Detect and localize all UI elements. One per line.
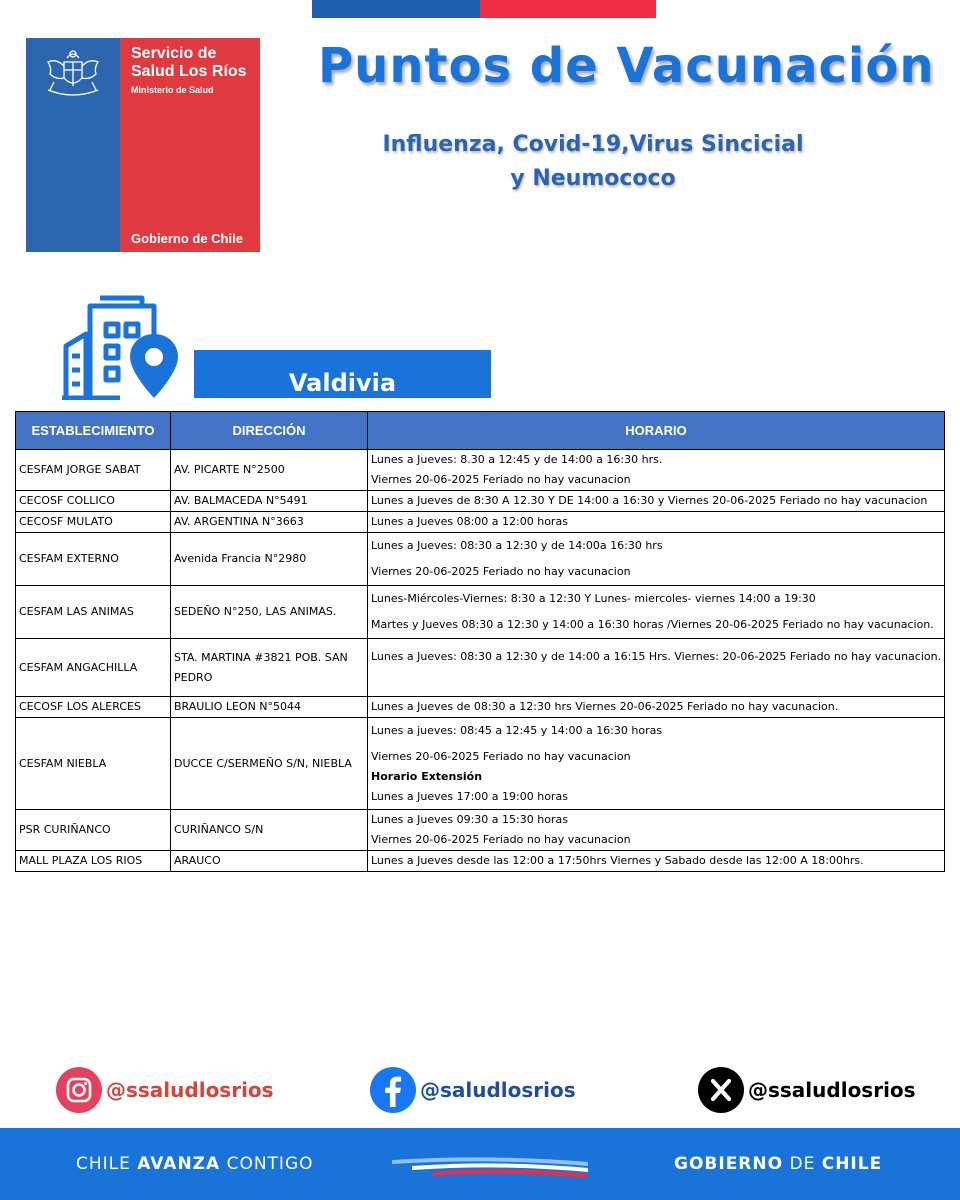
table-row (16, 697, 945, 718)
cell-schedule (368, 533, 945, 586)
footer-government (674, 1154, 882, 1174)
cell-address: BRAULIO LEON N°5044 (171, 697, 368, 718)
city-banner (194, 350, 491, 398)
cell-establishment: CESFAM EXTERNO (16, 533, 171, 586)
cell-address: CURIÑANCO S/N (171, 810, 368, 851)
table-row (16, 491, 945, 512)
column-header-address: DIRECCIÓN (171, 412, 368, 450)
logo-red-panel (120, 38, 260, 252)
schedule-line: Lunes a Jueves: 8.30 a 12:45 y de 14:00 a 16:30 hrs. (371, 453, 663, 466)
facebook-link[interactable] (370, 1065, 576, 1115)
subtitle-line-2: y Neumococo (510, 166, 676, 191)
logo-line-2: Salud Los Ríos (131, 63, 247, 80)
table-row (16, 639, 945, 697)
page-title: Puntos de Vacunación (318, 38, 935, 94)
schedule-line: Lunes a jueves: 08:45 a 12:45 y 14:00 a 16:30 horas (371, 723, 663, 737)
cell-address: STA. MARTINA #3821 POB. SAN PEDRO (171, 639, 368, 697)
cell-schedule (368, 491, 945, 512)
x-handle: @ssaludlosrios (748, 1078, 916, 1102)
cell-address: DUCCE C/SERMEÑO S/N, NIEBLA (171, 718, 368, 810)
cell-address: Avenida Francia N°2980 (171, 533, 368, 586)
logo-ministry: Ministerio de Salud (131, 85, 214, 95)
government-part-2: DE (783, 1154, 822, 1174)
table-row (16, 810, 945, 851)
schedule-line: Martes y Jueves 08:30 a 12:30 y 14:00 a 16:30 horas /Viernes 20-06-2025 Feriado no hay vacunacion. (371, 618, 934, 631)
table-row (16, 851, 945, 872)
table-row (16, 450, 945, 491)
government-part-1: GOBIERNO (674, 1154, 784, 1174)
cell-establishment: CECOSF MULATO (16, 512, 171, 533)
schedule-line: Lunes a Jueves desde las 12:00 a 17:50hrs Viernes y Sabado desde las 12:00 A 18:00hrs. (371, 854, 864, 867)
subtitle-line-1: Influenza, Covid-19,Virus Sincicial (382, 132, 804, 157)
flag-red-band (480, 0, 656, 18)
column-header-establishment: ESTABLECIMIENTO (16, 412, 171, 450)
cell-schedule (368, 450, 945, 491)
cell-establishment: MALL PLAZA LOS RIOS (16, 851, 171, 872)
schedule-line: Viernes 20-06-2025 Feriado no hay vacunacion (371, 565, 631, 578)
schedule-line: Viernes 20-06-2025 Feriado no hay vacunacion (371, 473, 631, 486)
flag-blue-band (312, 0, 480, 18)
table-row (16, 718, 945, 810)
vaccination-schedule-table (15, 411, 945, 872)
instagram-link[interactable] (56, 1065, 274, 1115)
schedule-line: Lunes-Miércoles-Viernes: 8:30 a 12:30 Y Lunes- miercoles- viernes 14:00 a 19:30 (371, 592, 816, 605)
footer-bar (0, 1128, 960, 1200)
schedule-line: Lunes a Jueves: 08:30 a 12:30 y de 14:00a 16:30 hrs (371, 539, 663, 552)
cell-address: ARAUCO (171, 851, 368, 872)
schedule-line: Lunes a Jueves 09:30 a 15:30 horas (371, 813, 568, 826)
cell-address: SEDEÑO N°250, LAS ANIMAS. (171, 586, 368, 639)
cell-schedule (368, 512, 945, 533)
schedule-line: Lunes a Jueves de 8:30 A 12.30 Y DE 14:00 a 16:30 y Viernes 20-06-2025 Feriado no hay vacunacion (371, 494, 928, 507)
government-part-3: CHILE (821, 1154, 883, 1174)
flag-swoosh-icon (392, 1154, 588, 1180)
cell-schedule (368, 697, 945, 718)
cell-establishment: CESFAM JORGE SABAT (16, 450, 171, 491)
cell-establishment: CECOSF COLLICO (16, 491, 171, 512)
cell-establishment: CECOSF LOS ALERCES (16, 697, 171, 718)
schedule-line: Horario Extensión (371, 769, 483, 783)
cell-schedule (368, 851, 945, 872)
cell-schedule (368, 639, 945, 697)
schedule-line: Lunes a Jueves 08:00 a 12:00 horas (371, 515, 568, 528)
schedule-line: Lunes a Jueves de 08:30 a 12:30 hrs Viernes 20-06-2025 Feriado no hay vacunacion. (371, 700, 839, 713)
cell-establishment: CESFAM LAS ANIMAS (16, 586, 171, 639)
x-icon (698, 1067, 744, 1113)
logo-blue-panel (26, 38, 120, 252)
cell-address: AV. ARGENTINA N°3663 (171, 512, 368, 533)
cell-schedule (368, 718, 945, 810)
table-row (16, 533, 945, 586)
cell-establishment: PSR CURIÑANCO (16, 810, 171, 851)
slogan-part-2: AVANZA (137, 1154, 221, 1174)
city-name: Valdivia (288, 369, 397, 397)
schedule-line: Lunes a Jueves: 08:30 a 12:30 y de 14:00 a 16:15 Hrs. Viernes: 20-06-2025 Feriado no hay vacunacion. (371, 650, 942, 663)
cell-establishment: CESFAM NIEBLA (16, 718, 171, 810)
table-row (16, 586, 945, 639)
column-header-schedule: HORARIO (368, 412, 945, 450)
facebook-icon (370, 1067, 416, 1113)
cell-establishment: CESFAM ANGACHILLA (16, 639, 171, 697)
top-flag-stripe (312, 0, 656, 18)
logo-line-1: Servicio de (131, 45, 217, 62)
schedule-line: Viernes 20-06-2025 Feriado no hay vacunacion (371, 833, 631, 846)
city-location-icon (60, 294, 184, 400)
table-header-row (16, 412, 945, 450)
slogan-part-1: CHILE (76, 1154, 138, 1174)
coat-of-arms-icon (34, 46, 112, 106)
health-service-logo (26, 38, 260, 252)
footer-slogan (76, 1154, 314, 1174)
page-subtitle (300, 128, 886, 196)
cell-schedule (368, 810, 945, 851)
slogan-part-3: CONTIGO (220, 1154, 314, 1174)
cell-address: AV. PICARTE N°2500 (171, 450, 368, 491)
schedule-line: Lunes a Jueves 17:00 a 19:00 horas (371, 789, 568, 803)
cell-address: AV. BALMACEDA N°5491 (171, 491, 368, 512)
logo-government: Gobierno de Chile (131, 231, 243, 246)
cell-schedule (368, 586, 945, 639)
table-row (16, 512, 945, 533)
instagram-handle: @ssaludlosrios (106, 1078, 274, 1102)
x-link[interactable] (698, 1065, 916, 1115)
schedule-line: Viernes 20-06-2025 Feriado no hay vacunacion (371, 749, 631, 763)
instagram-icon (56, 1067, 102, 1113)
facebook-handle: @saludlosrios (420, 1078, 576, 1102)
